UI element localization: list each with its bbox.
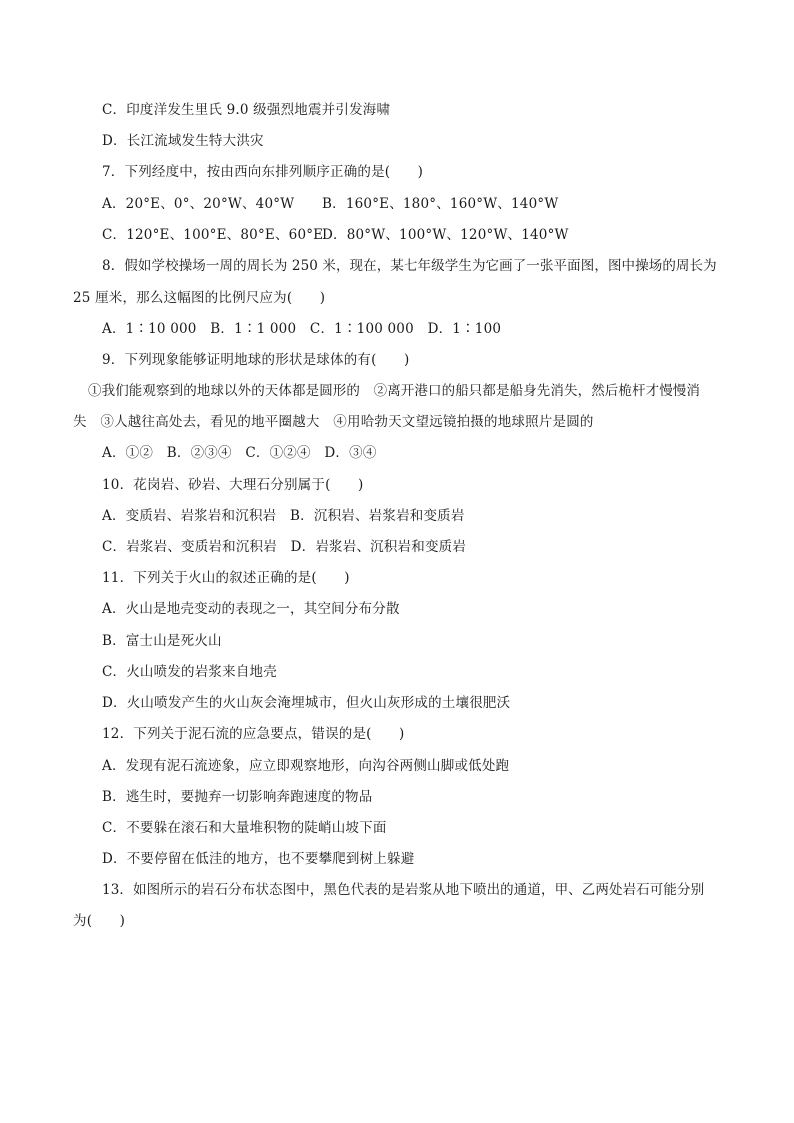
q7-option-d: D．80°W、100°W、120°W、140°W xyxy=(322,227,569,243)
q11-stem: 11．下列关于火山的叙述正确的是( ) xyxy=(102,570,350,586)
q7-stem: 7．下列经度中，按由西向东排列顺序正确的是( ) xyxy=(102,164,424,180)
q11-option-d: D．火山喷发产生的火山灰会淹埋城市，但火山灰形成的土壤很肥沃 xyxy=(102,695,511,711)
q12-stem: 12．下列关于泥石流的应急要点，错误的是( ) xyxy=(102,726,405,742)
q13-stem-line2: 为( ) xyxy=(73,913,126,929)
q9-stem: 9．下列现象能够证明地球的形状是球体的有( ) xyxy=(102,352,410,368)
q7-option-a: A．20°E、0°、20°W、40°W xyxy=(102,196,295,212)
q12-option-a: A．发现有泥石流迹象，应立即观察地形，向沟谷两侧山脚或低处跑 xyxy=(102,758,510,774)
q9-statements-line2: 失 ③人越往高处去，看见的地平圈越大 ④用哈勃天文望远镜拍摄的地球照片是圆的 xyxy=(73,414,594,430)
q7-option-b: B．160°E、180°、160°W、140°W xyxy=(322,196,559,212)
q11-option-c: C．火山喷发的岩浆来自地壳 xyxy=(102,664,277,680)
q12-option-d: D．不要停留在低洼的地方，也不要攀爬到树上躲避 xyxy=(102,851,415,867)
q11-option-b: B．富士山是死火山 xyxy=(102,633,222,649)
q8-stem-line2: 25 厘米，那么这幅图的比例尺应为( ) xyxy=(73,290,326,306)
q9-statements-line1: ①我们能观察到的地球以外的天体都是圆形的 ②离开港口的船只都是船身先消失，然后桅杆才慢慢消 xyxy=(88,383,700,399)
q12-option-b: B．逃生时，要抛弃一切影响奔跑速度的物品 xyxy=(102,789,373,805)
q6-option-d: D．长江流域发生特大洪灾 xyxy=(102,133,264,149)
q8-options: A．1∶10 000 B．1∶1 000 C．1∶100 000 D．1∶100 xyxy=(102,321,502,337)
q12-option-c: C．不要躲在滚石和大量堆积物的陡峭山坡下面 xyxy=(102,820,387,836)
q13-stem-line1: 13．如图所示的岩石分布状态图中，黑色代表的是岩浆从地下喷出的通道，甲、乙两处岩石可能分别 xyxy=(102,882,705,898)
q8-stem-line1: 8．假如学校操场一周的周长为 250 米，现在，某七年级学生为它画了一张平面图，图中操场的周长为 xyxy=(102,258,717,274)
q10-stem: 10．花岗岩、砂岩、大理石分别属于( ) xyxy=(102,477,364,493)
q7-option-c: C．120°E、100°E、80°E、60°E xyxy=(102,227,324,243)
q11-option-a: A．火山是地壳变动的表现之一，其空间分布分散 xyxy=(102,601,400,617)
q9-options: A．①② B．②③④ C．①②④ D．③④ xyxy=(102,445,377,461)
q6-option-c: C．印度洋发生里氏 9.0 级强烈地震并引发海啸 xyxy=(102,102,391,118)
q10-options-cd: C．岩浆岩、变质岩和沉积岩 D．岩浆岩、沉积岩和变质岩 xyxy=(102,539,467,555)
q10-options-ab: A．变质岩、岩浆岩和沉积岩 B．沉积岩、岩浆岩和变质岩 xyxy=(102,508,465,524)
